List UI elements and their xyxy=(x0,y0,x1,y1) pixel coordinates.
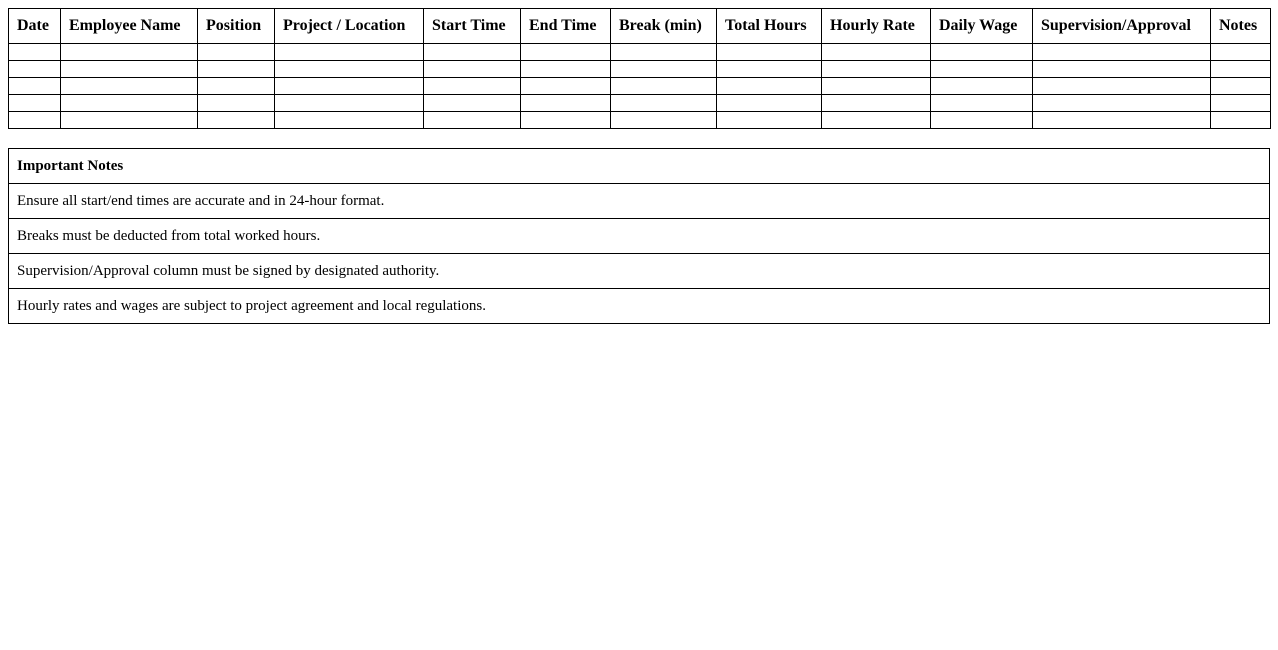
list-item xyxy=(9,184,1270,219)
table-cell[interactable] xyxy=(717,61,822,78)
column-header-total-hours: Total Hours xyxy=(717,9,822,44)
column-header-position: Position xyxy=(198,9,275,44)
note-text: Ensure all start/end times are accurate and in 24-hour format. xyxy=(9,184,1270,219)
table-cell[interactable] xyxy=(424,112,521,129)
table-cell[interactable] xyxy=(521,112,611,129)
column-header-employee-name: Employee Name xyxy=(61,9,198,44)
note-text: Breaks must be deducted from total worked hours. xyxy=(9,219,1270,254)
table-cell[interactable] xyxy=(1211,78,1271,95)
important-notes-title: Important Notes xyxy=(9,149,1270,184)
notes-header-row xyxy=(9,149,1270,184)
table-cell[interactable] xyxy=(9,95,61,112)
table-cell[interactable] xyxy=(931,78,1033,95)
table-cell[interactable] xyxy=(424,44,521,61)
table-cell[interactable] xyxy=(822,112,931,129)
table-cell[interactable] xyxy=(1033,78,1211,95)
table-cell[interactable] xyxy=(611,61,717,78)
table-cell[interactable] xyxy=(717,44,822,61)
table-cell[interactable] xyxy=(822,44,931,61)
column-header-hourly-rate: Hourly Rate xyxy=(822,9,931,44)
table-cell[interactable] xyxy=(198,112,275,129)
column-header-daily-wage: Daily Wage xyxy=(931,9,1033,44)
column-header-date: Date xyxy=(9,9,61,44)
table-cell[interactable] xyxy=(198,44,275,61)
table-cell[interactable] xyxy=(424,78,521,95)
list-item xyxy=(9,254,1270,289)
table-cell[interactable] xyxy=(521,44,611,61)
table-row xyxy=(9,44,1271,61)
column-header-notes: Notes xyxy=(1211,9,1271,44)
table-cell[interactable] xyxy=(1033,44,1211,61)
table-cell[interactable] xyxy=(275,61,424,78)
table-cell[interactable] xyxy=(198,78,275,95)
table-cell[interactable] xyxy=(521,61,611,78)
table-cell[interactable] xyxy=(1211,61,1271,78)
table-cell[interactable] xyxy=(9,78,61,95)
table-cell[interactable] xyxy=(611,112,717,129)
header-row xyxy=(9,9,1271,44)
table-cell[interactable] xyxy=(1033,61,1211,78)
table-row xyxy=(9,78,1271,95)
table-cell[interactable] xyxy=(275,78,424,95)
page xyxy=(8,8,1270,324)
table-row xyxy=(9,95,1271,112)
column-header-supervision-approval: Supervision/Approval xyxy=(1033,9,1211,44)
table-cell[interactable] xyxy=(717,78,822,95)
table-cell[interactable] xyxy=(931,44,1033,61)
table-cell[interactable] xyxy=(9,112,61,129)
list-item xyxy=(9,289,1270,324)
table-cell[interactable] xyxy=(931,61,1033,78)
table-cell[interactable] xyxy=(9,44,61,61)
table-cell[interactable] xyxy=(61,95,198,112)
column-header-project-location: Project / Location xyxy=(275,9,424,44)
table-cell[interactable] xyxy=(822,61,931,78)
table-cell[interactable] xyxy=(1211,112,1271,129)
table-cell[interactable] xyxy=(931,95,1033,112)
table-cell[interactable] xyxy=(275,44,424,61)
column-header-break: Break (min) xyxy=(611,9,717,44)
table-cell[interactable] xyxy=(61,44,198,61)
table-cell[interactable] xyxy=(1033,112,1211,129)
table-cell[interactable] xyxy=(61,78,198,95)
table-row xyxy=(9,61,1271,78)
table-cell[interactable] xyxy=(198,95,275,112)
table-cell[interactable] xyxy=(822,95,931,112)
table-cell[interactable] xyxy=(611,95,717,112)
table-cell[interactable] xyxy=(1211,44,1271,61)
table-cell[interactable] xyxy=(521,95,611,112)
table-cell[interactable] xyxy=(61,61,198,78)
list-item xyxy=(9,219,1270,254)
important-notes-table xyxy=(8,148,1270,324)
table-cell[interactable] xyxy=(931,112,1033,129)
table-cell[interactable] xyxy=(424,95,521,112)
column-header-end-time: End Time xyxy=(521,9,611,44)
table-cell[interactable] xyxy=(521,78,611,95)
table-cell[interactable] xyxy=(198,61,275,78)
table-cell[interactable] xyxy=(611,44,717,61)
table-cell[interactable] xyxy=(9,61,61,78)
table-cell[interactable] xyxy=(61,112,198,129)
table-row xyxy=(9,112,1271,129)
column-header-start-time: Start Time xyxy=(424,9,521,44)
table-cell[interactable] xyxy=(717,112,822,129)
table-cell[interactable] xyxy=(424,61,521,78)
table-cell[interactable] xyxy=(1033,95,1211,112)
table-cell[interactable] xyxy=(275,95,424,112)
table-cell[interactable] xyxy=(717,95,822,112)
table-cell[interactable] xyxy=(275,112,424,129)
table-cell[interactable] xyxy=(1211,95,1271,112)
timesheet-table xyxy=(8,8,1271,129)
table-cell[interactable] xyxy=(822,78,931,95)
table-cell[interactable] xyxy=(611,78,717,95)
note-text: Supervision/Approval column must be signed by designated authority. xyxy=(9,254,1270,289)
note-text: Hourly rates and wages are subject to project agreement and local regulations. xyxy=(9,289,1270,324)
